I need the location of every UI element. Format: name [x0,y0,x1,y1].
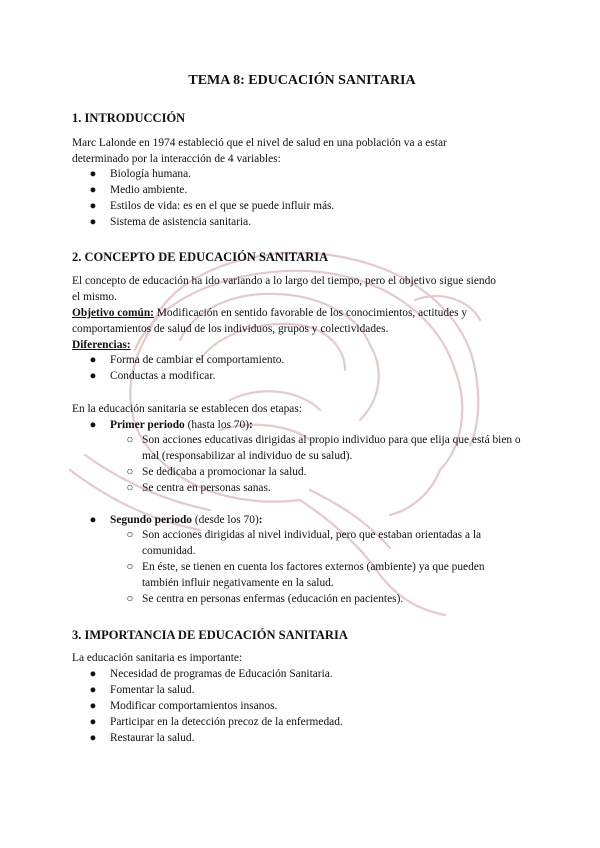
stages-intro: En la educación sanitaria se establecen dos etapas: [72,403,302,415]
bullet-icon: ● [89,168,97,180]
hollow-bullet-icon: ○ [126,466,134,478]
hollow-bullet-icon: ○ [126,482,134,494]
differences-label: Diferencias: [72,339,131,351]
period-1-label: Primer periodo [110,419,185,431]
objective-label: Objetivo común: [72,307,154,319]
section-3-intro: La educación sanitaria es importante: [72,652,243,664]
section-2-heading: 2. CONCEPTO DE EDUCACIÓN SANITARIA [72,250,329,264]
objective-line-2: comportamientos de salud de los individuos, grupos y colectividades. [72,323,389,335]
bullet-icon: ● [89,200,97,212]
section-2-concept-line-1: El concepto de educación ha ido variando a lo largo del tiempo, pero el objetivo sigue siendo [72,275,496,287]
section-3-heading: 3. IMPORTANCIA DE EDUCACIÓN SANITARIA [72,628,348,642]
bullet-icon: ● [89,216,97,228]
section-1-intro-line-2: determinado por la interacción de 4 variables: [72,153,281,165]
objective-line-1: Objetivo común: Modificación en sentido favorable de los conocimientos, actitudes y [72,307,468,319]
bullet-icon: ● [89,700,97,712]
bullet-icon: ● [89,184,97,196]
hollow-bullet-icon: ○ [126,434,134,446]
bullet-icon: ● [89,370,97,382]
hollow-bullet-icon: ○ [126,561,134,573]
hollow-bullet-icon: ○ [126,529,134,541]
period-2-label: Segundo periodo [110,514,192,526]
bullet-icon: ● [89,419,97,431]
bullet-icon: ● [89,732,97,744]
section-1-intro-line-1: Marc Lalonde en 1974 estableció que el nivel de salud en una población va a estar [72,137,447,149]
bullet-icon: ● [89,514,97,526]
page-title: TEMA 8: EDUCACIÓN SANITARIA [188,73,416,88]
bullet-icon: ● [89,668,97,680]
section-1-heading: 1. INTRODUCCIÓN [72,111,186,125]
section-2-concept-line-2: el mismo. [72,291,117,303]
hollow-bullet-icon: ○ [126,593,134,605]
bullet-icon: ● [89,684,97,696]
differences-label-row [72,337,131,353]
bullet-icon: ● [89,716,97,728]
bullet-icon: ● [89,354,97,366]
